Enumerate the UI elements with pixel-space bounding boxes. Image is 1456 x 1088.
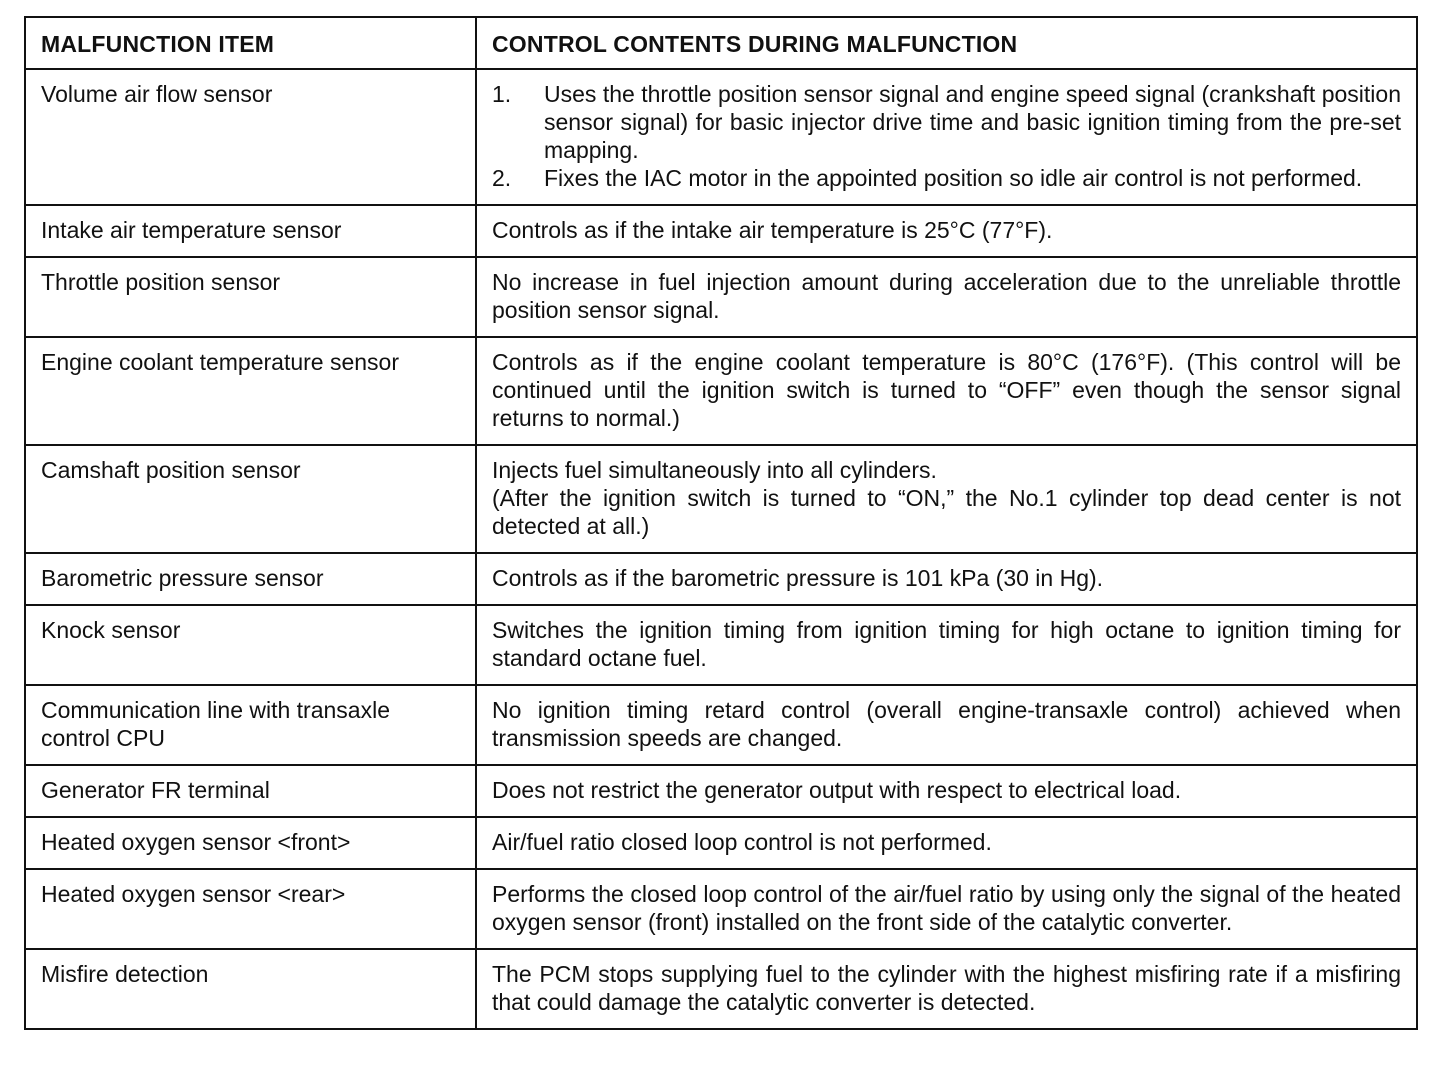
table-row [25,257,1417,337]
control-step [492,80,1401,164]
control-steps-list [492,80,1401,192]
malfunction-item-cell: Throttle position sensor [25,257,476,337]
malfunction-control-table [24,16,1418,1030]
control-contents-cell: No ignition timing retard control (overall engine-transaxle control) achieved when transmission speeds are changed. [476,685,1417,765]
control-contents-cell: Controls as if the intake air temperature is 25°C (77°F). [476,205,1417,257]
step-text: Fixes the IAC motor in the appointed position so idle air control is not performed. [544,165,1363,191]
malfunction-item-cell: Generator FR terminal [25,765,476,817]
control-contents-cell: Air/fuel ratio closed loop control is not performed. [476,817,1417,869]
malfunction-item-cell: Intake air temperature sensor [25,205,476,257]
malfunction-item-cell: Heated oxygen sensor <rear> [25,869,476,949]
table-row [25,817,1417,869]
control-text-line: Injects fuel simultaneously into all cylinders. [492,457,937,483]
control-step [492,164,1401,192]
table-row [25,205,1417,257]
malfunction-item-cell: Engine coolant temperature sensor [25,337,476,445]
control-contents-cell: Switches the ignition timing from ignition timing for high octane to ignition timing for standard octane fuel. [476,605,1417,685]
malfunction-item-cell: Knock sensor [25,605,476,685]
step-number: 1. [492,81,512,107]
step-number: 2. [492,165,512,191]
table-row [25,685,1417,765]
table-row [25,445,1417,553]
control-contents-cell: The PCM stops supplying fuel to the cylinder with the highest misfiring rate if a misfiring that could damage the catalytic converter is detected. [476,949,1417,1029]
malfunction-item-cell: Volume air flow sensor [25,69,476,205]
step-text: Uses the throttle position sensor signal and engine speed signal (crankshaft position sensor signal) for basic injector drive time and basic ignition timing from the pre-set mapping. [544,81,1401,163]
control-contents-cell: Controls as if the engine coolant temperature is 80°C (176°F). (This control will be continued until the ignition switch is turned to “OFF” even though the sensor signal returns to normal.) [476,337,1417,445]
control-text-note: (After the ignition switch is turned to “ON,” the No.1 cylinder top dead center is not detected at all.) [492,485,1401,539]
control-contents-cell: No increase in fuel injection amount during acceleration due to the unreliable throttle position sensor signal. [476,257,1417,337]
malfunction-item-cell: Misfire detection [25,949,476,1029]
control-contents-cell: Does not restrict the generator output with respect to electrical load. [476,765,1417,817]
table-row [25,337,1417,445]
header-control-contents: CONTROL CONTENTS DURING MALFUNCTION [476,17,1417,69]
table-row [25,949,1417,1029]
table-row [25,69,1417,205]
malfunction-item-cell: Communication line with transaxle control CPU [25,685,476,765]
control-contents-cell [476,445,1417,553]
header-malfunction-item: MALFUNCTION ITEM [25,17,476,69]
table-row [25,869,1417,949]
malfunction-item-cell: Barometric pressure sensor [25,553,476,605]
table-row [25,605,1417,685]
table-row [25,553,1417,605]
malfunction-item-cell: Heated oxygen sensor <front> [25,817,476,869]
table-row [25,765,1417,817]
table-header-row [25,17,1417,69]
control-contents-cell: Performs the closed loop control of the air/fuel ratio by using only the signal of the heated oxygen sensor (front) installed on the front side of the catalytic converter. [476,869,1417,949]
malfunction-item-cell: Camshaft position sensor [25,445,476,553]
control-contents-cell: Controls as if the barometric pressure is 101 kPa (30 in Hg). [476,553,1417,605]
control-contents-cell [476,69,1417,205]
